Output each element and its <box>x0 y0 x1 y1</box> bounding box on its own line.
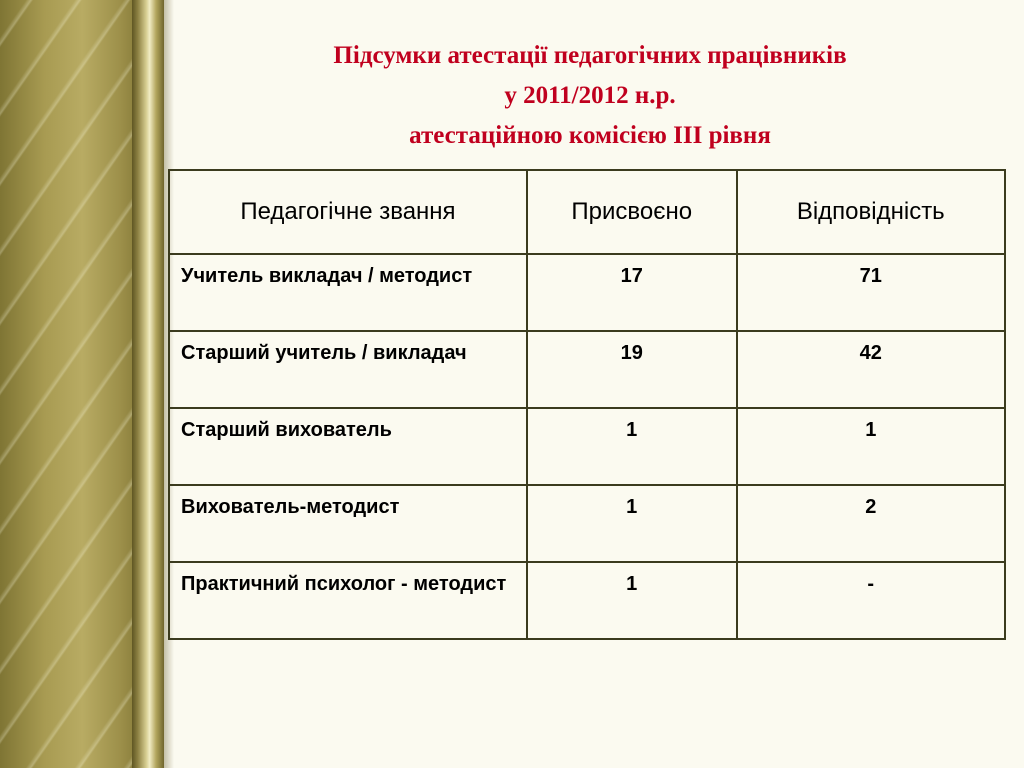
title-line-1: Підсумки атестації педагогічних працівників <box>333 42 847 69</box>
slide-title <box>170 36 1010 156</box>
table-row <box>169 331 1005 408</box>
header-rank: Педагогічне звання <box>169 170 527 254</box>
decorative-side-band <box>0 0 150 768</box>
header-assigned: Присвоєно <box>527 170 737 254</box>
title-line-3: атестаційною комісією ІІІ рівня <box>409 122 771 149</box>
cell-confirmed: 42 <box>737 331 1005 408</box>
cell-assigned: 1 <box>527 485 737 562</box>
cell-confirmed: - <box>737 562 1005 639</box>
cell-confirmed: 2 <box>737 485 1005 562</box>
table-header-row <box>169 170 1005 254</box>
cell-confirmed: 1 <box>737 408 1005 485</box>
table-row <box>169 408 1005 485</box>
cell-rank: Старший учитель / викладач <box>169 331 527 408</box>
cell-rank: Практичний психолог - методист <box>169 562 527 639</box>
decorative-pillar <box>132 0 164 768</box>
attestation-table <box>168 169 1006 640</box>
cell-assigned: 17 <box>527 254 737 331</box>
cell-rank: Учитель викладач / методист <box>169 254 527 331</box>
cell-assigned: 1 <box>527 562 737 639</box>
table-row <box>169 485 1005 562</box>
cell-rank: Старший вихователь <box>169 408 527 485</box>
cell-assigned: 1 <box>527 408 737 485</box>
cell-assigned: 19 <box>527 331 737 408</box>
table-row <box>169 254 1005 331</box>
header-confirmed: Відповідність <box>737 170 1005 254</box>
cell-rank: Вихователь-методист <box>169 485 527 562</box>
cell-confirmed: 71 <box>737 254 1005 331</box>
table-row <box>169 562 1005 639</box>
title-line-2: у 2011/2012 н.р. <box>504 82 676 109</box>
